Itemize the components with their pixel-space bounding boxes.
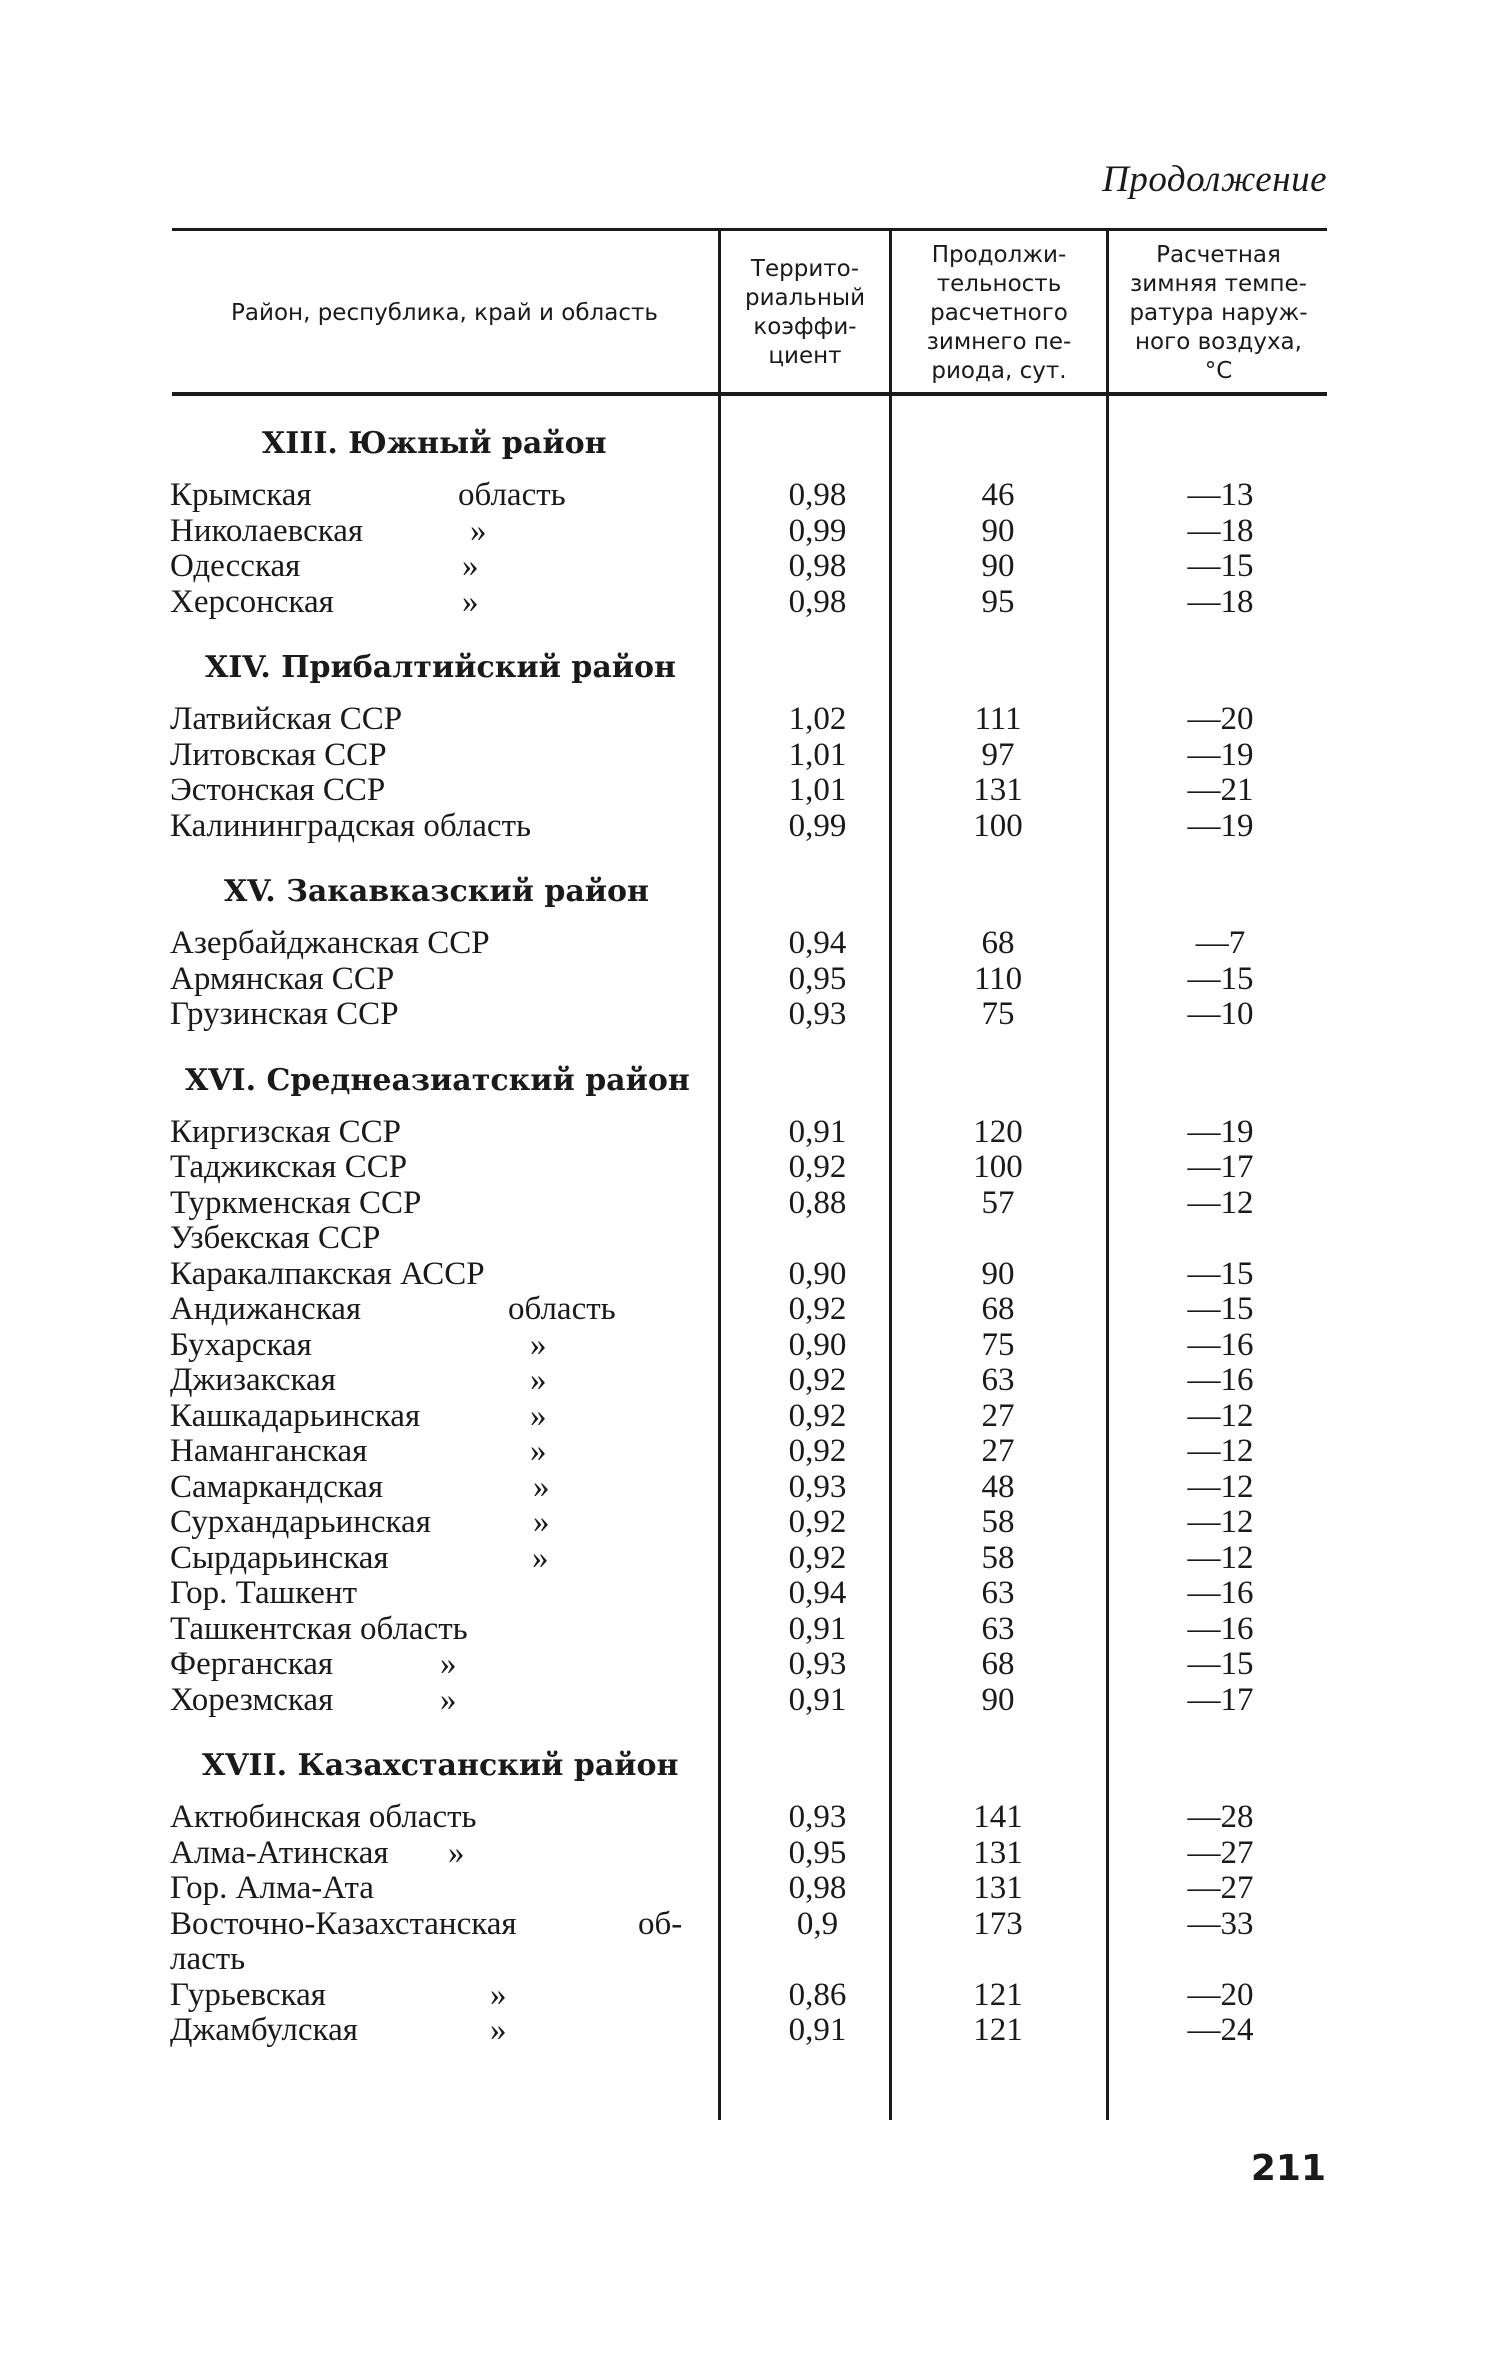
table-row <box>0 738 1499 774</box>
region-name: Ферганская <box>170 1646 334 1682</box>
section-heading <box>0 396 1499 478</box>
ditto-mark: » <box>462 583 479 620</box>
header-region: Район, республика, край и область <box>231 299 658 326</box>
region-name: Николаевская <box>170 512 364 549</box>
coefficient-cell: 0,99 <box>788 512 847 549</box>
duration-cell: 131 <box>973 1870 1023 1906</box>
coefficient-cell: 0,93 <box>788 1799 847 1835</box>
section-heading <box>0 1033 1499 1115</box>
duration-cell: 58 <box>981 1539 1015 1576</box>
section-title: XVI. Среднеазиатский район <box>185 1062 690 1098</box>
temperature-cell: —16 <box>1187 1326 1254 1363</box>
coefficient-cell: 0,92 <box>788 1291 847 1327</box>
duration-cell: 58 <box>981 1504 1015 1540</box>
table-row <box>0 478 1499 514</box>
ditto-mark: » <box>462 548 479 584</box>
table-row <box>0 1328 1499 1364</box>
table-top-rule <box>172 228 1327 231</box>
temperature-cell: —17 <box>1187 1149 1254 1185</box>
table-row <box>0 1683 1499 1719</box>
temperature-cell: —18 <box>1187 583 1254 620</box>
region-name: Бухарская <box>170 1326 312 1363</box>
region-name: Актюбинская область <box>170 1799 477 1835</box>
section-title: XIV. Прибалтийский район <box>205 650 676 685</box>
temperature-cell: —16 <box>1187 1575 1254 1611</box>
coefficient-cell: 0,98 <box>788 477 847 513</box>
temperature-cell: —19 <box>1187 736 1254 773</box>
region-name: Туркменская ССР <box>170 1184 422 1221</box>
duration-cell: 63 <box>981 1362 1015 1398</box>
table-row <box>0 1399 1499 1435</box>
ditto-mark: область <box>508 1291 616 1327</box>
coefficient-cell: 0,98 <box>788 1870 847 1906</box>
table-row <box>0 1363 1499 1399</box>
coefficient-cell: 0,92 <box>788 1433 847 1469</box>
temperature-cell: —24 <box>1187 2012 1254 2048</box>
table-row <box>0 702 1499 738</box>
duration-cell: 121 <box>973 2012 1023 2048</box>
table-row <box>0 809 1499 845</box>
duration-cell: 75 <box>981 1326 1015 1363</box>
temperature-cell: —12 <box>1187 1504 1254 1540</box>
temperature-cell: —16 <box>1187 1610 1254 1647</box>
table-row <box>0 1257 1499 1293</box>
table-row <box>0 1434 1499 1470</box>
region-name: Таджикская ССР <box>170 1149 408 1185</box>
coefficient-cell: 0,98 <box>788 583 847 620</box>
table-body <box>0 396 1499 2049</box>
region-name: Одесская <box>170 548 301 584</box>
temperature-cell: —16 <box>1187 1362 1254 1398</box>
duration-cell: 90 <box>981 1681 1015 1718</box>
coefficient-cell: 0,92 <box>788 1504 847 1540</box>
region-name: ласть <box>170 1941 246 1977</box>
temperature-cell: —15 <box>1187 1646 1254 1682</box>
ditto-mark: » <box>470 512 487 549</box>
ditto-mark: » <box>490 2012 507 2048</box>
section-heading <box>0 844 1499 926</box>
region-name: Кашкадарьинская <box>170 1397 421 1434</box>
temperature-cell: —12 <box>1187 1468 1254 1505</box>
temperature-cell: —27 <box>1187 1834 1254 1871</box>
region-name: Киргизская ССР <box>170 1113 402 1150</box>
region-name: Гор. Ташкент <box>170 1575 358 1611</box>
table-row <box>0 1470 1499 1506</box>
ditto-mark: » <box>530 1397 547 1434</box>
duration-cell: 46 <box>981 477 1015 513</box>
duration-cell: 90 <box>981 548 1015 584</box>
duration-cell: 90 <box>981 512 1015 549</box>
duration-cell: 121 <box>973 1976 1023 2013</box>
temperature-cell: —20 <box>1187 701 1254 737</box>
region-name: Грузинская ССР <box>170 996 399 1032</box>
temperature-cell: —12 <box>1187 1433 1254 1469</box>
table-row <box>0 1150 1499 1186</box>
region-name: Джизакская <box>170 1362 336 1398</box>
coefficient-cell: 0,92 <box>788 1397 847 1434</box>
temperature-cell: —33 <box>1187 1905 1254 1942</box>
table-row <box>0 1978 1499 2014</box>
table-row <box>0 1942 1499 1978</box>
duration-cell: 27 <box>981 1397 1015 1434</box>
ditto-mark: » <box>440 1646 457 1682</box>
region-name: Сурхандарьинская <box>170 1504 431 1540</box>
temperature-cell: —15 <box>1187 1255 1254 1292</box>
coefficient-cell: 0,90 <box>788 1326 847 1363</box>
coefficient-cell: 0,93 <box>788 1646 847 1682</box>
continuation-label: Продолжение <box>1102 159 1327 200</box>
table-row <box>0 997 1499 1033</box>
temperature-cell: —28 <box>1187 1799 1254 1835</box>
table-row <box>0 585 1499 621</box>
ditto-mark: » <box>448 1834 465 1871</box>
ditto-mark: об- <box>638 1905 683 1942</box>
region-name: Ташкентская область <box>170 1610 468 1647</box>
coefficient-cell: 0,94 <box>788 1575 847 1611</box>
region-name: Литовская ССР <box>170 736 387 773</box>
duration-cell: 68 <box>981 1646 1015 1682</box>
region-name: Армянская ССР <box>170 960 395 997</box>
duration-cell: 95 <box>981 583 1015 620</box>
duration-cell: 100 <box>973 807 1023 844</box>
table-row <box>0 962 1499 998</box>
region-name: Азербайджанская ССР <box>170 925 490 961</box>
duration-cell: 110 <box>973 960 1023 997</box>
ditto-mark: » <box>490 1976 507 2013</box>
duration-cell: 131 <box>973 772 1023 808</box>
coefficient-cell: 0,86 <box>788 1976 847 2013</box>
region-name: Каракалпакская АССР <box>170 1255 485 1292</box>
region-name: Херсонская <box>170 583 334 620</box>
coefficient-cell: 1,02 <box>788 701 847 737</box>
section-title: XV. Закавказский район <box>224 874 649 909</box>
region-name: Хорезмская <box>170 1681 334 1718</box>
ditto-mark: » <box>530 1326 547 1363</box>
section-heading <box>0 620 1499 702</box>
duration-cell: 111 <box>974 701 1022 737</box>
ditto-mark: область <box>458 477 566 513</box>
region-name: Сырдарьинская <box>170 1539 389 1576</box>
ditto-mark: » <box>440 1681 457 1718</box>
coefficient-cell: 0,94 <box>788 925 847 961</box>
coefficient-cell: 0,99 <box>788 807 847 844</box>
temperature-cell: —27 <box>1187 1870 1254 1906</box>
table-row <box>0 2013 1499 2049</box>
section-title: XIII. Южный район <box>262 426 607 461</box>
coefficient-cell: 0,90 <box>788 1255 847 1292</box>
coefficient-cell: 0,92 <box>788 1539 847 1576</box>
ditto-mark: » <box>530 1433 547 1469</box>
page-number: 211 <box>1250 2148 1326 2189</box>
coefficient-cell: 0,95 <box>788 960 847 997</box>
table-row <box>0 1800 1499 1836</box>
table-row <box>0 1836 1499 1872</box>
duration-cell: 63 <box>981 1610 1015 1647</box>
duration-cell: 120 <box>973 1113 1023 1150</box>
table-row <box>0 773 1499 809</box>
region-name: Гор. Алма-Ата <box>170 1870 374 1906</box>
duration-cell: 48 <box>981 1468 1015 1505</box>
table-row <box>0 514 1499 550</box>
temperature-cell: —17 <box>1187 1681 1254 1718</box>
temperature-cell: —15 <box>1187 548 1254 584</box>
table-row <box>0 1647 1499 1683</box>
ditto-mark: » <box>533 1504 550 1540</box>
duration-cell: 63 <box>981 1575 1015 1611</box>
coefficient-cell: 0,9 <box>796 1905 839 1942</box>
region-name: Калининградская область <box>170 807 532 844</box>
duration-cell: 141 <box>973 1799 1023 1835</box>
region-name: Андижанская <box>170 1291 362 1327</box>
section-heading <box>0 1718 1499 1800</box>
coefficient-cell: 0,92 <box>788 1362 847 1398</box>
ditto-mark: » <box>533 1468 550 1505</box>
temperature-cell: —21 <box>1187 772 1254 808</box>
region-name: Алма-Атинская <box>170 1834 389 1871</box>
table-row <box>0 1505 1499 1541</box>
temperature-cell: —18 <box>1187 512 1254 549</box>
region-name: Латвийская ССР <box>170 701 403 737</box>
region-name: Восточно-Казахстанская <box>170 1905 517 1942</box>
table-row <box>0 1186 1499 1222</box>
table-row <box>0 1292 1499 1328</box>
temperature-cell: —15 <box>1187 960 1254 997</box>
table-row <box>0 549 1499 585</box>
coefficient-cell: 0,91 <box>788 2012 847 2048</box>
temperature-cell: —15 <box>1187 1291 1254 1327</box>
region-name: Самаркандская <box>170 1468 384 1505</box>
coefficient-cell: 0,98 <box>788 548 847 584</box>
duration-cell: 97 <box>981 736 1015 773</box>
temperature-cell: —12 <box>1187 1184 1254 1221</box>
coefficient-cell: 0,88 <box>788 1184 847 1221</box>
table-row <box>0 1612 1499 1648</box>
coefficient-cell: 0,93 <box>788 1468 847 1505</box>
duration-cell: 68 <box>981 1291 1015 1327</box>
table-row <box>0 1576 1499 1612</box>
temperature-cell: —19 <box>1187 1113 1254 1150</box>
duration-cell: 173 <box>973 1905 1023 1942</box>
temperature-cell: —13 <box>1187 477 1254 513</box>
temperature-cell: —10 <box>1187 996 1254 1032</box>
temperature-cell: —7 <box>1195 925 1246 961</box>
table-row <box>0 1115 1499 1151</box>
coefficient-cell: 0,91 <box>788 1610 847 1647</box>
header-temperature: Расчетная зимняя темпе- ратура наруж- ного воздуха, °С <box>1129 241 1308 384</box>
coefficient-cell: 0,92 <box>788 1149 847 1185</box>
region-name: Узбекская ССР <box>170 1220 381 1256</box>
coefficient-cell: 0,91 <box>788 1681 847 1718</box>
ditto-mark: » <box>532 1539 549 1576</box>
temperature-cell: —12 <box>1187 1539 1254 1576</box>
ditto-mark: » <box>530 1362 547 1398</box>
coefficient-cell: 1,01 <box>788 736 847 773</box>
duration-cell: 57 <box>981 1184 1015 1221</box>
section-title: XVII. Казахстанский район <box>202 1748 679 1783</box>
region-name: Гурьевская <box>170 1976 326 2013</box>
table-row <box>0 926 1499 962</box>
coefficient-cell: 0,91 <box>788 1113 847 1150</box>
table-row <box>0 1907 1499 1943</box>
region-name: Джамбулская <box>170 2012 358 2048</box>
duration-cell: 131 <box>973 1834 1023 1871</box>
region-name: Наманганская <box>170 1433 368 1469</box>
table-row <box>0 1541 1499 1577</box>
coefficient-cell: 0,95 <box>788 1834 847 1871</box>
region-name: Эстонская ССР <box>170 772 386 808</box>
duration-cell: 68 <box>981 925 1015 961</box>
temperature-cell: —12 <box>1187 1397 1254 1434</box>
region-name: Крымская <box>170 477 312 513</box>
duration-cell: 100 <box>973 1149 1023 1185</box>
table-row <box>0 1871 1499 1907</box>
header-duration: Продолжи- тельность расчетного зимнего пе- риода, сут. <box>926 241 1072 384</box>
coefficient-cell: 0,93 <box>788 996 847 1032</box>
coefficient-cell: 1,01 <box>788 772 847 808</box>
duration-cell: 75 <box>981 996 1015 1032</box>
temperature-cell: —20 <box>1187 1976 1254 2013</box>
table-row <box>0 1221 1499 1257</box>
temperature-cell: —19 <box>1187 807 1254 844</box>
duration-cell: 27 <box>981 1433 1015 1469</box>
header-coefficient: Террито- риальный коэффи- циент <box>744 256 866 369</box>
duration-cell: 90 <box>981 1255 1015 1292</box>
